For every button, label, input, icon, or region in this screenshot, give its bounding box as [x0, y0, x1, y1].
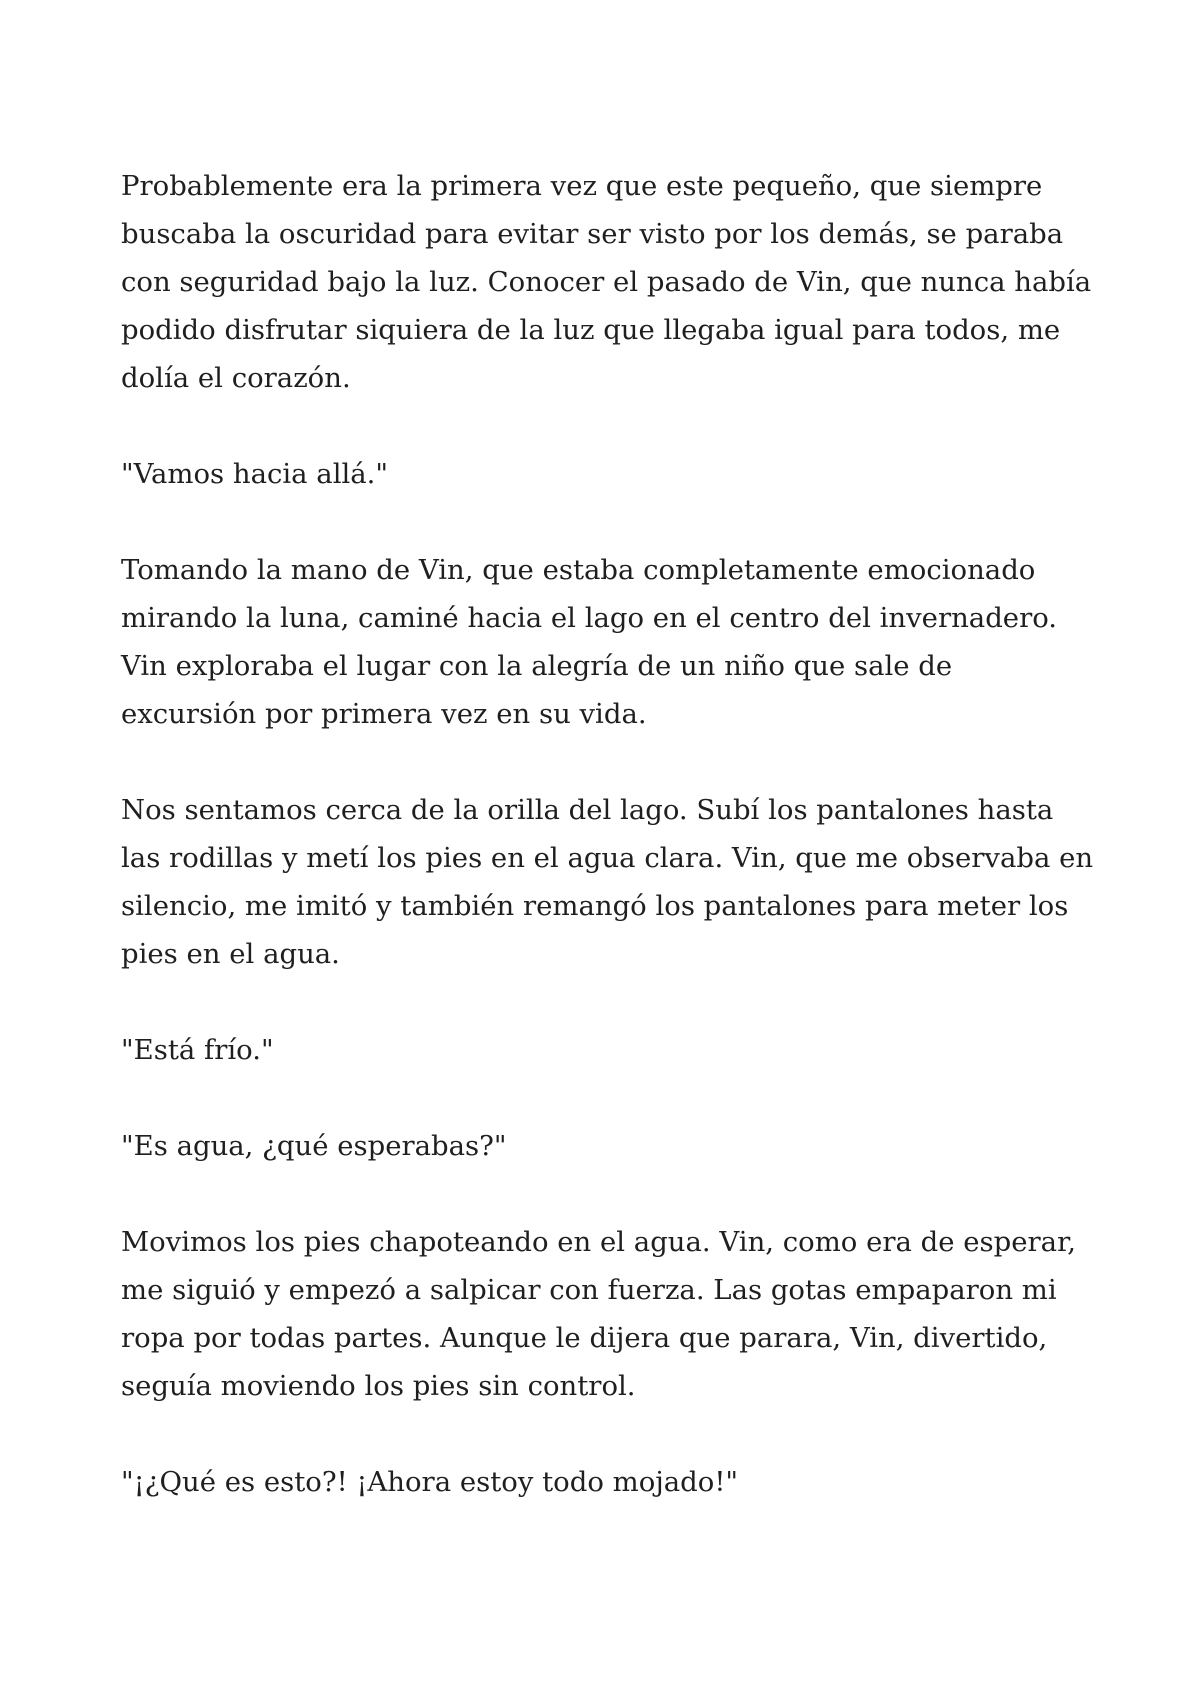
text-line: Probablemente era la primera vez que este pequeño, que siempre [121, 170, 1043, 202]
text-line: con seguridad bajo la luz. Conocer el pasado de Vin, que nunca había [121, 266, 1092, 298]
text-line: podido disfrutar siquiera de la luz que llegaba igual para todos, me [121, 314, 1061, 346]
text-line: Nos sentamos cerca de la orilla del lago. Subí los pantalones hasta [121, 794, 1054, 826]
text-line: pies en el agua. [121, 938, 340, 970]
text-line: dolía el corazón. [121, 362, 351, 394]
body-text [121, 162, 1101, 1554]
text-line: mirando la luna, caminé hacia el lago en el centro del invernadero. [121, 602, 1058, 634]
text-line: las rodillas y metí los pies en el agua clara. Vin, que me observaba en [121, 842, 1094, 874]
text-line: "Vamos hacia allá." [121, 458, 389, 490]
text-line: silencio, me imitó y también remangó los pantalones para meter los [121, 890, 1069, 922]
text-line: "¡¿Qué es esto?! ¡Ahora estoy todo mojado!" [121, 1466, 739, 1498]
text-line: seguía moviendo los pies sin control. [121, 1370, 636, 1402]
text-line: excursión por primera vez en su vida. [121, 698, 647, 730]
paragraph-3 [121, 546, 1101, 738]
paragraph-5 [121, 1026, 1101, 1074]
paragraph-7 [121, 1218, 1101, 1410]
paragraph-8 [121, 1458, 1101, 1506]
text-line: me siguió y empezó a salpicar con fuerza. Las gotas empaparon mi [121, 1274, 1057, 1306]
text-line: Tomando la mano de Vin, que estaba completamente emocionado [121, 554, 1036, 586]
text-line: buscaba la oscuridad para evitar ser visto por los demás, se paraba [121, 218, 1064, 250]
text-line: "Está frío." [121, 1034, 274, 1066]
text-line: Movimos los pies chapoteando en el agua. Vin, como era de esperar, [121, 1226, 1076, 1258]
text-line: Vin exploraba el lugar con la alegría de un niño que sale de [121, 650, 953, 682]
paragraph-6 [121, 1122, 1101, 1170]
text-line: ropa por todas partes. Aunque le dijera que parara, Vin, divertido, [121, 1322, 1048, 1354]
paragraph-4 [121, 786, 1101, 978]
text-line: "Es agua, ¿qué esperabas?" [121, 1130, 507, 1162]
paragraph-2 [121, 450, 1101, 498]
paragraph-1 [121, 162, 1101, 402]
